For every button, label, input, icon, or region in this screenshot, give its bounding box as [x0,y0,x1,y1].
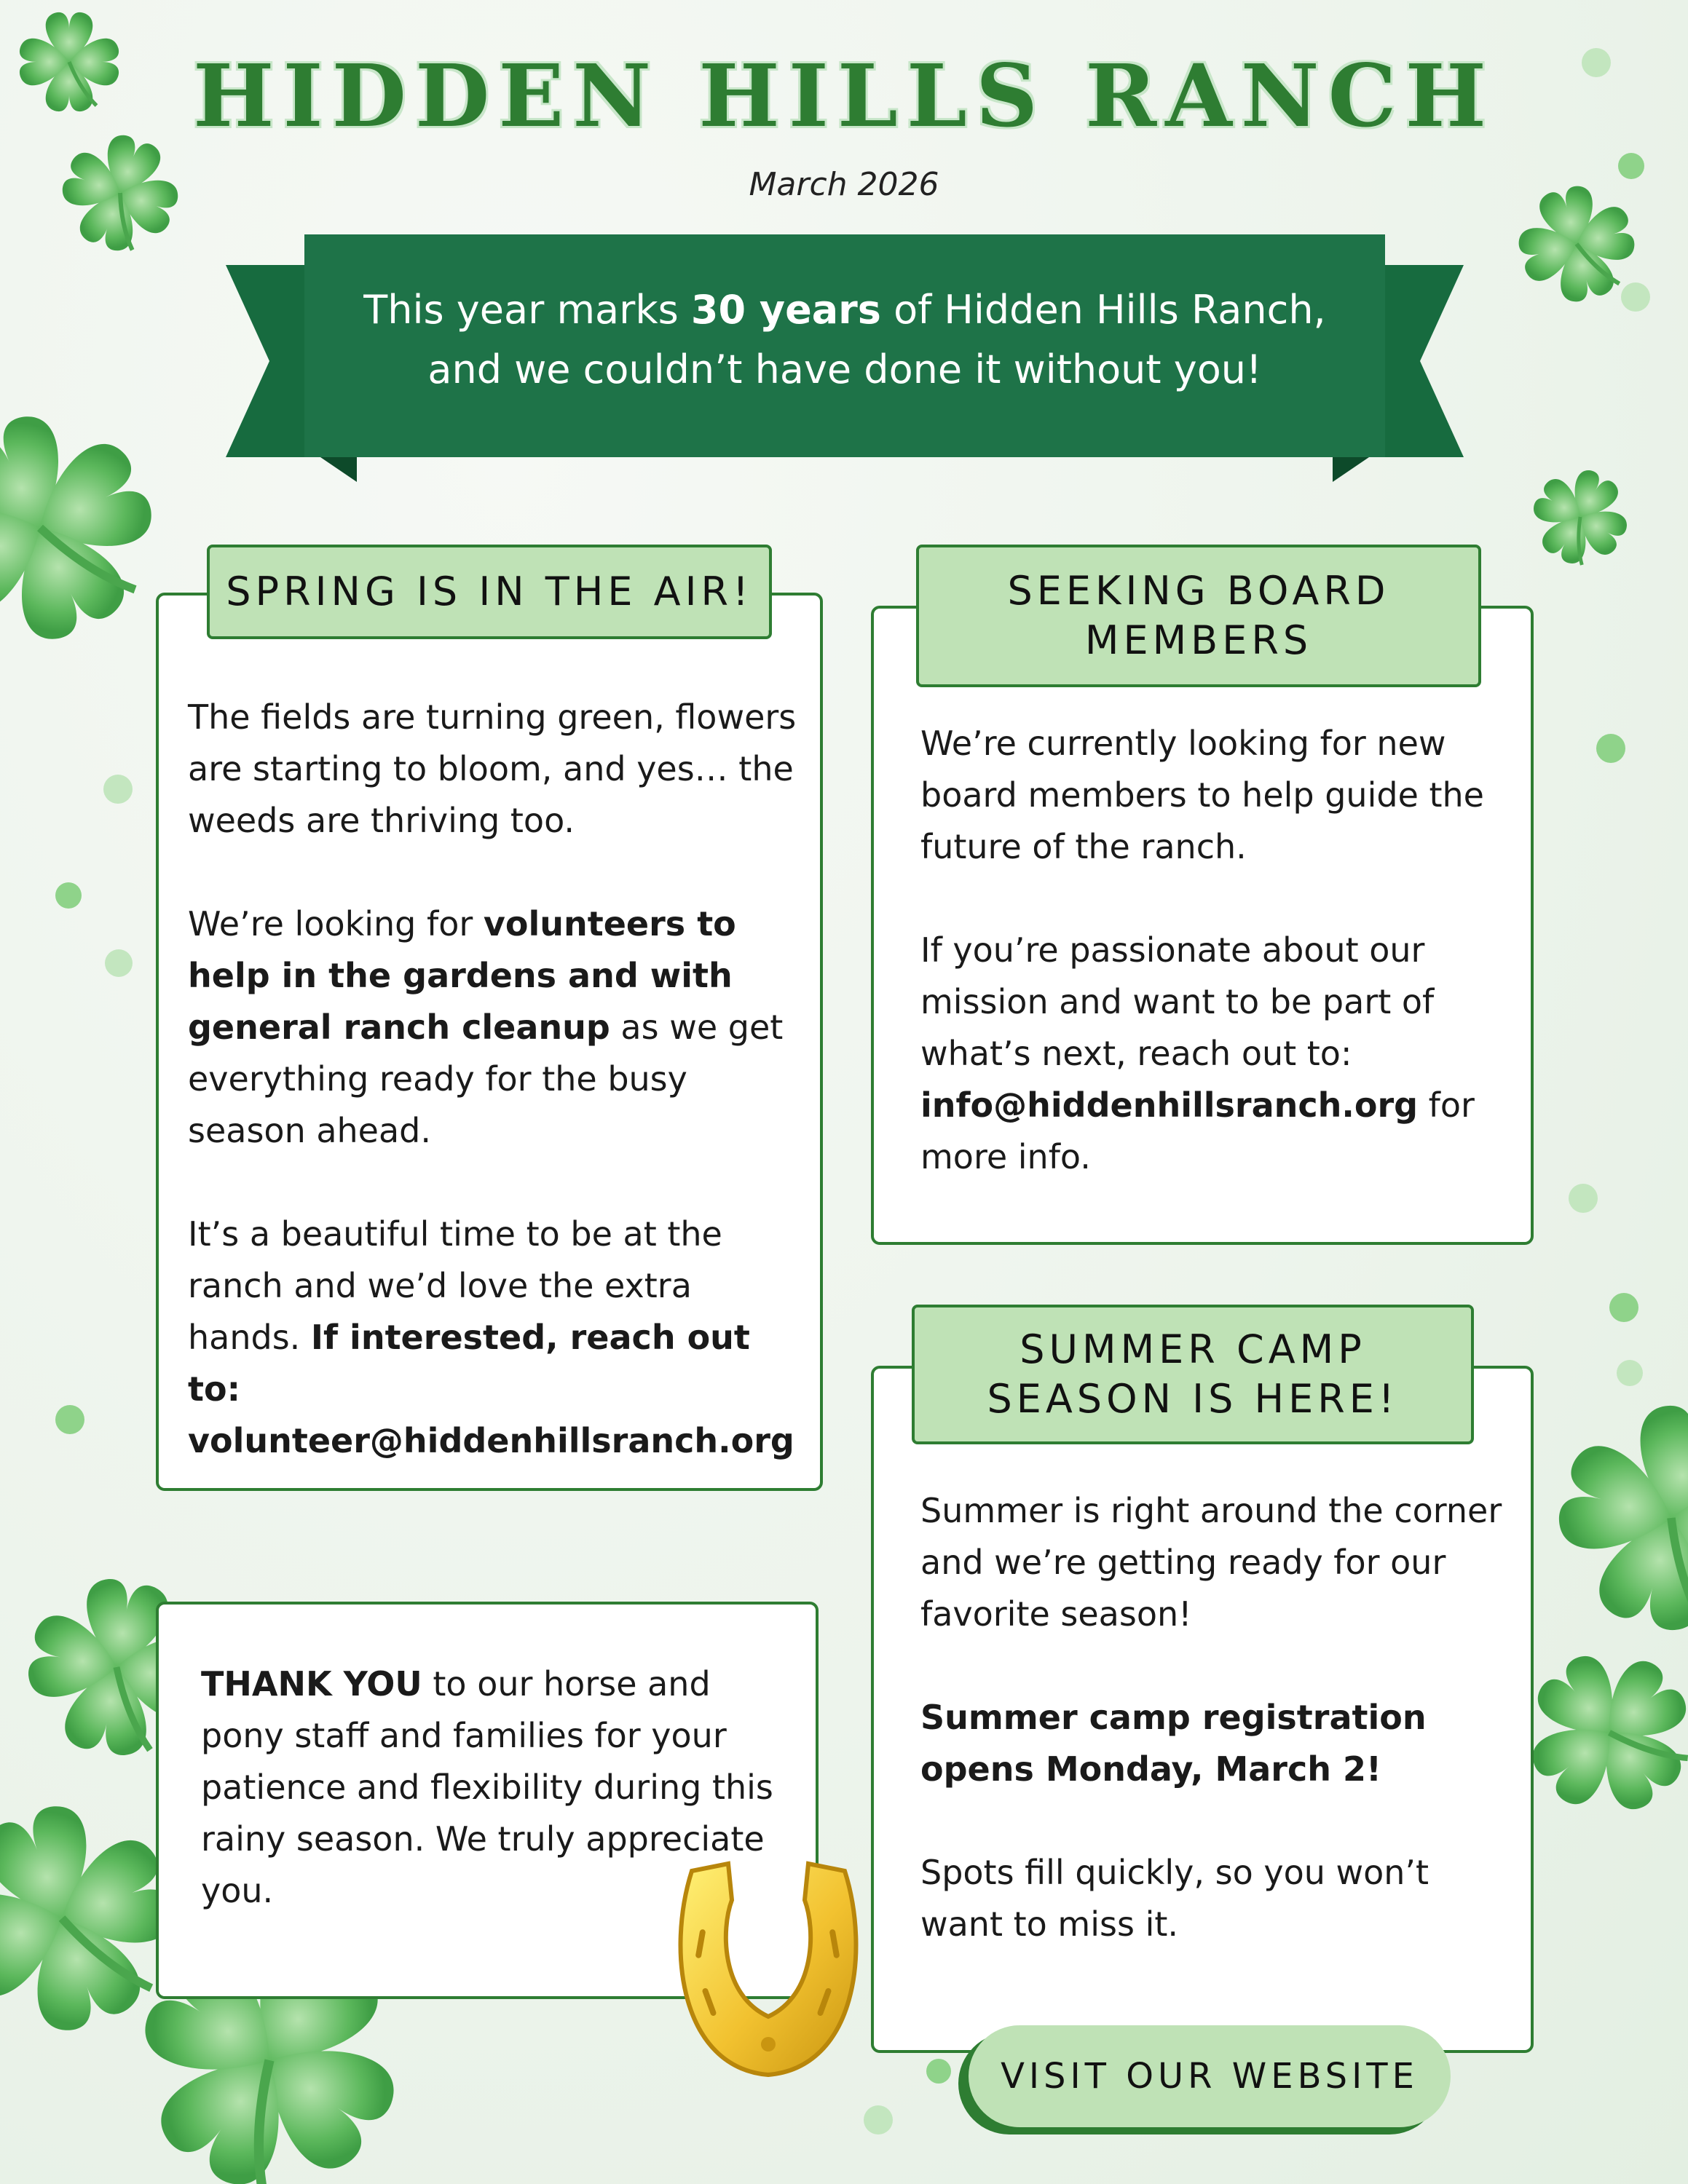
text-part: as we get everything ready for the busy season ahead. [188,1008,784,1150]
board-heading [916,545,1481,687]
board-body [920,718,1510,1183]
visit-website-label: VISIT OUR WEBSITE [1001,2056,1419,2097]
summer-camp-body [920,1485,1510,1950]
decorative-dot [864,2105,893,2134]
decorative-dot [1617,1360,1643,1386]
text-part: It’s a beautiful time to be at the ranch and we’d love the extra hands. [188,1214,722,1357]
spring-heading [207,545,772,639]
page-title: HIDDEN HILLS RANCH [192,45,1496,146]
camp-paragraph: Summer is right around the corner and we’re getting ready for our favorite season! [920,1491,1502,1634]
spring-paragraph: The fields are turning green, flowers are starting to bloom, and yes… the weeds are thriving too. [188,697,797,840]
anniversary-message [306,280,1384,400]
issue-date: March 2026 [749,166,939,203]
summer-camp-heading [912,1305,1474,1444]
visit-website-button[interactable] [969,2025,1451,2127]
banner-text-part: This year marks [363,287,691,333]
decorative-dot [1569,1184,1598,1213]
banner-text-part: of Hidden Hills Ranch, [880,287,1326,333]
text-part: to our horse and pony staff and families for your patience and flexibility during this rainy season. We truly appreciate you. [201,1664,773,1910]
four-leaf-clover-icon [1529,466,1631,568]
volunteer-contact: If interested, reach out to: volunteer@hiddenhillsranch.org [188,1318,794,1460]
text-part: for more info. [920,1085,1475,1176]
volunteer-highlight: volunteers to help in the gardens and with general ranch cleanup [188,904,736,1047]
registration-highlight: Summer camp registration opens Monday, March 2! [920,1698,1427,1789]
decorative-dot [55,1405,84,1434]
decorative-dot [926,2059,951,2084]
spring-paragraph [188,1208,800,1467]
decorative-dot [55,882,82,909]
text-part: If you’re passionate about our mission and want to be part of what’s next, reach out to: [920,930,1435,1073]
camp-heading-line: SEASON IS HERE! [987,1376,1399,1422]
board-paragraph [920,925,1510,1183]
spring-body [188,692,800,1467]
text-part: We’re looking for [188,904,484,943]
four-leaf-clover-icon [0,408,160,648]
spring-heading-text: SPRING IS IN THE AIR! [226,569,753,614]
banner-highlight: 30 years [690,287,881,333]
thank-you-highlight: THANK YOU [201,1664,422,1704]
four-leaf-clover-icon [1551,1398,1688,1638]
camp-paragraph: Spots fill quickly, so you won’t want to miss it. [920,1853,1429,1944]
decorative-dot [1609,1293,1638,1322]
board-heading-line: MEMBERS [1084,617,1313,663]
board-heading-line: SEEKING BOARD [1007,568,1390,614]
camp-heading-line: SUMMER CAMP [1019,1326,1366,1372]
board-paragraph: We’re currently looking for new board members to help guide the future of the ranch. [920,724,1484,866]
decorative-dot [1596,734,1625,763]
camp-paragraph [920,1692,1510,1795]
decorative-dot [105,949,133,977]
four-leaf-clover-icon [1522,1645,1688,1820]
decorative-dot [1621,282,1650,312]
spring-paragraph [188,898,800,1157]
board-contact-email: info@hiddenhillsranch.org [920,1085,1419,1125]
decorative-dot [103,775,133,804]
golden-horseshoe-icon [663,1849,874,2089]
banner-text-line2: and we couldn’t have done it without you! [427,347,1262,392]
